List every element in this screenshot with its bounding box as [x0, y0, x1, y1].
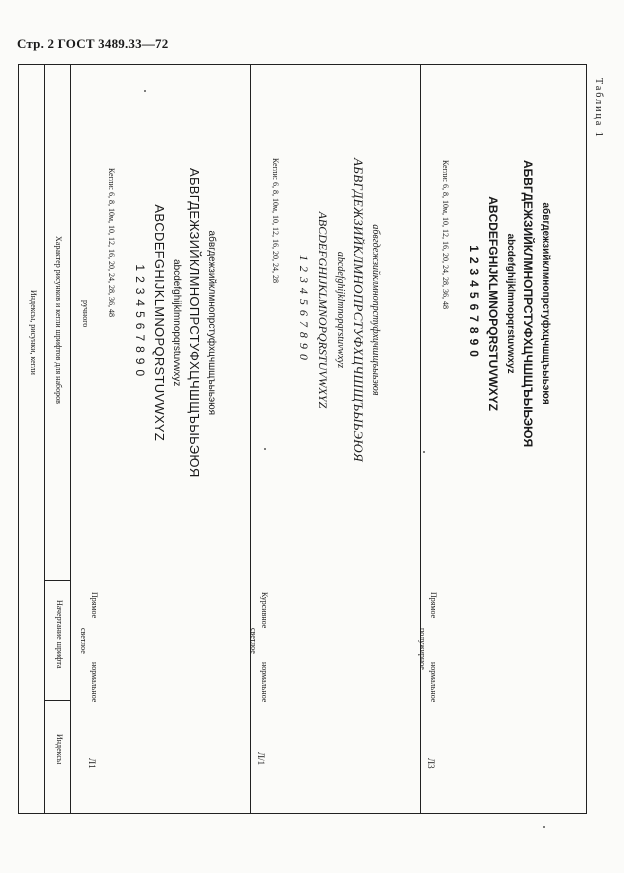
- sizes-text: Кегли: 6, 8, 10м, 10, 12, 16, 20, 24, 28, 36, 48: [107, 168, 116, 318]
- font-sample: абвгдежзийклмнопрстуфхцчшщъыьэюя АБВГДЕЖЗИЙКЛМНОПРСТУФХЦЧШЩЪЫЬЭЮЯ abcdefghijklmnopqrstuvwxyz ABCDEFGHIJKLMNOPQRSTUVWXYZ 1234567890 Кегли: 6, 8, 10м, 10, 12, 16, 20, 24, 28, 36, 48: [107, 168, 217, 478]
- header-group: Индексы, рисунки, кегли: [29, 290, 38, 375]
- row-index: Л/1: [256, 752, 266, 766]
- page-header: Стр. 2 ГОСТ 3489.33—72: [17, 36, 169, 51]
- header-index: Индексы: [55, 734, 64, 765]
- row-style-name: Прямое светлое: [79, 592, 99, 654]
- font-sample: абвгдежзийклмнопрстуфхцчшщъыьэюя АБВГДЕЖЗИЙКЛМНОПРСТУФХЦЧШЩЪЫЬЭЮЯ abcdefghijklmnopqrstuvwxyz ABCDEFGHIJKLMNOPQRSTUVWXYZ 1234567890 Кегли: 6, 8, 10м, 10, 12, 16, 20, 24, 28: [271, 158, 381, 462]
- font-sample: абвгдежзийклмнопрстуфхцчшщъыьэюя АБВГДЕЖЗИЙКЛМНОПРСТУФХЦЧШЩЪЫЬЭЮЯ abcdefghijklmnopqrstuvwxyz ABCDEFGHIJKLMNOPQRSTUVWXYZ 1234567890 Кегли: 6, 8, 10м, 10, 12, 16, 20, 24, 28, 36, 48: [441, 160, 551, 448]
- row-index: Л3: [426, 758, 436, 769]
- speck: [423, 451, 425, 453]
- row-style-name: Курсивное светлое: [249, 592, 269, 654]
- table-label: Таблица 1: [593, 78, 604, 139]
- header-style: Начертание шрифта: [55, 600, 64, 669]
- row-index: Л1: [87, 758, 97, 769]
- speck: [543, 826, 545, 828]
- speck: [264, 448, 266, 450]
- sizes-text: Кегли: 6, 8, 10м, 10, 12, 16, 20, 24, 28: [271, 158, 280, 284]
- row-style-name: Прямое полужирное: [418, 592, 438, 670]
- header-character: Характер рисунков и кегли шрифтов для наборов: [54, 236, 63, 404]
- header-manual: ручного: [81, 300, 90, 328]
- sizes-text: Кегли: 6, 8, 10м, 10, 12, 16, 20, 24, 28, 36, 48: [441, 160, 450, 310]
- speck: [144, 90, 146, 92]
